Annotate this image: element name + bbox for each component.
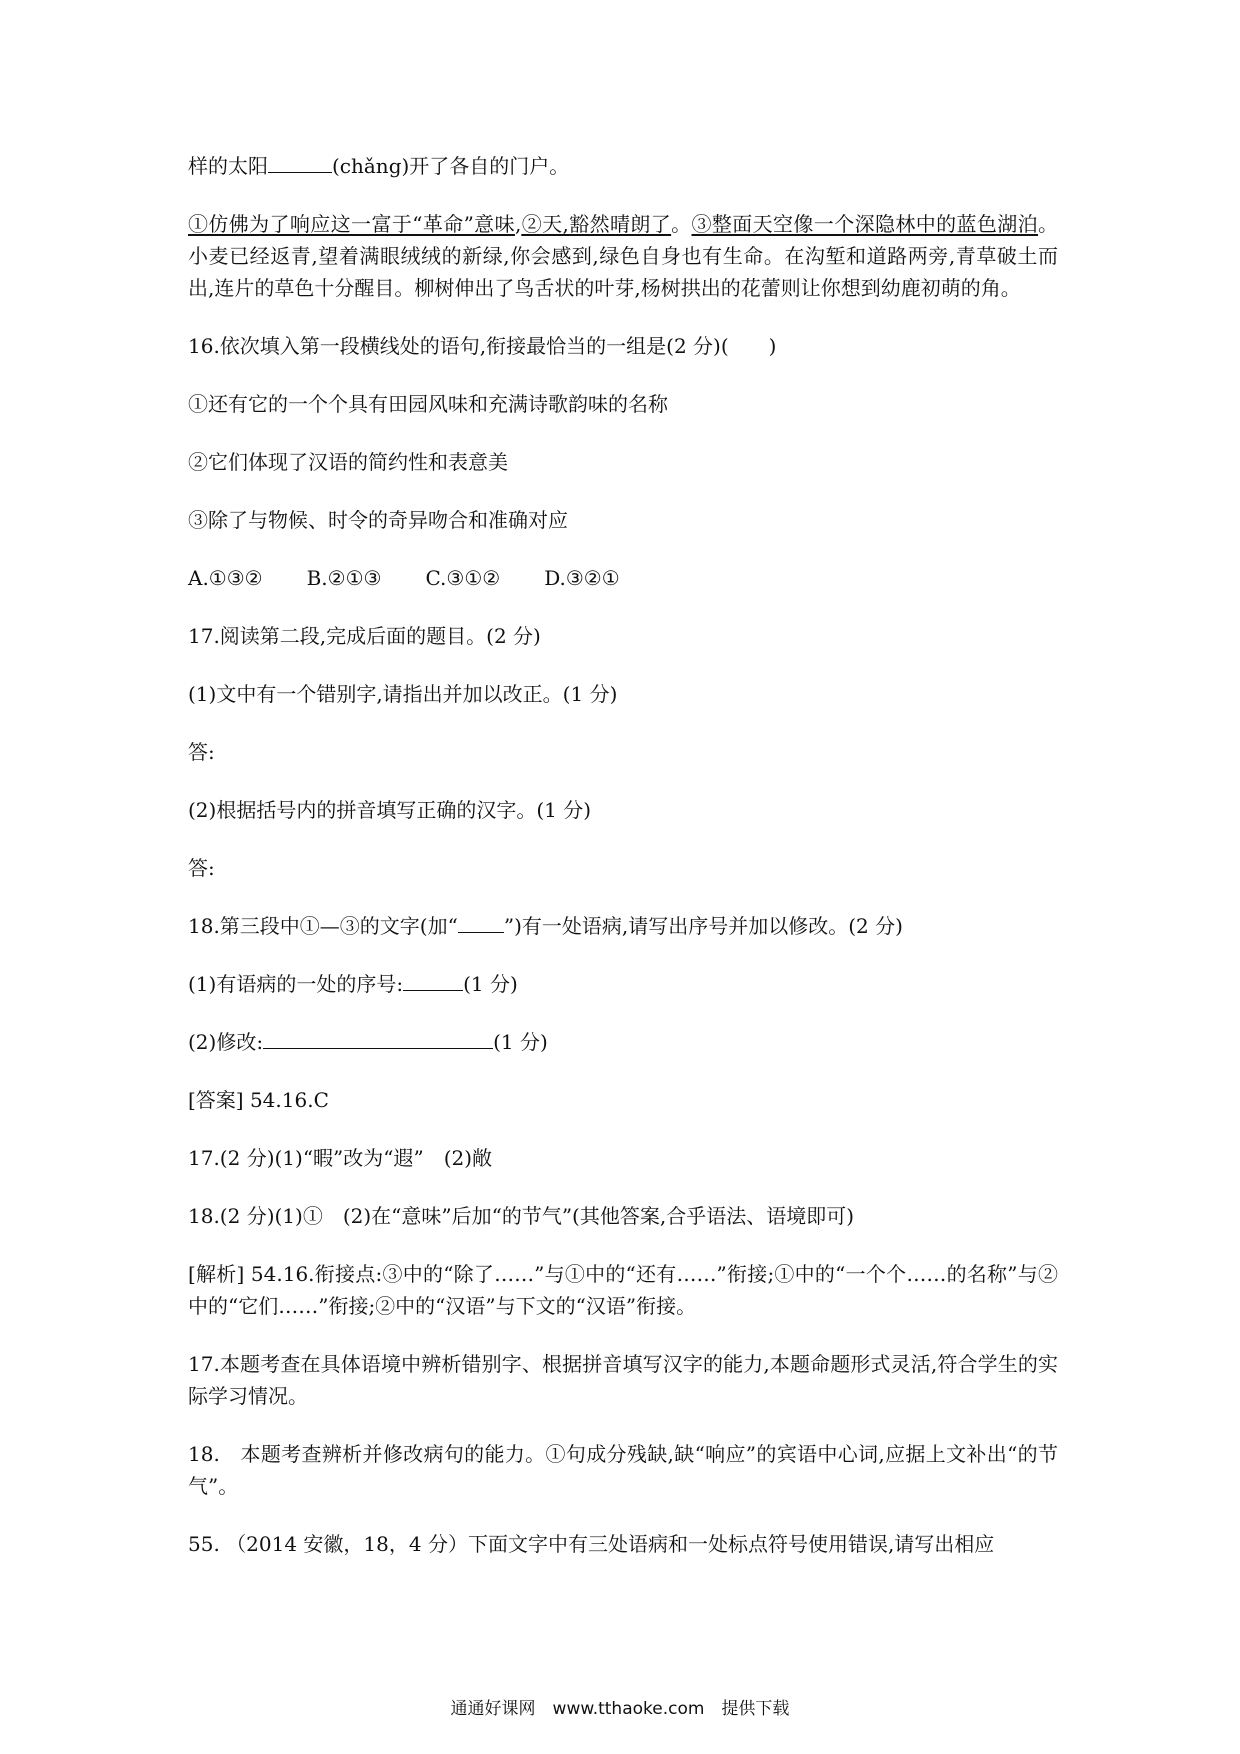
answer-17: 17.(2 分)(1)“暇”改为“遐” (2)敞 <box>188 1146 493 1170</box>
intro-text-before: 样的太阳 <box>188 154 268 178</box>
q18-sub1-before: (1)有语病的一处的序号: <box>188 972 404 996</box>
intro-line <box>188 150 1058 182</box>
analysis-16: [解析] 54.16.衔接点:③中的“除了……”与①中的“还有……”衔接;①中的“一个个……的名称”与②中的“它们……”衔接;②中的“汉语”与下文的“汉语”衔接。 <box>188 1262 1058 1318</box>
underlined-sentence-2: ②天,豁然晴朗了 <box>521 212 672 236</box>
question-16-item-1: ①还有它的一个个具有田园风味和充满诗歌韵味的名称 <box>188 392 668 416</box>
answer-blank-2 <box>263 1047 493 1049</box>
punctuation: 。 <box>671 212 692 236</box>
analysis-17: 17.本题考查在具体语境中辨析错别字、根据拼音填写汉字的能力,本题命题形式灵活,符合学生的实际学习情况。 <box>188 1352 1058 1408</box>
q18-stem-after: ”)有一处语病,请写出序号并加以修改。(2 分) <box>503 914 903 938</box>
underline-sample <box>458 931 504 933</box>
question-17-sub-1: (1)文中有一个错别字,请指出并加以改正。(1 分) <box>188 682 618 706</box>
answer-label-2: 答: <box>188 856 215 880</box>
paragraph-three-rest: 。小麦已经返青,望着满眼绒绒的新绿,你会感到,绿色自身也有生命。在沟堑和道路两旁,青草破土而出,连片的草色十分醒目。柳树伸出了鸟舌状的叶芽,杨树拱出的花蕾则让你想到幼鹿初萌的角。 <box>188 212 1059 300</box>
analysis-18: 18. 本题考查辨析并修改病句的能力。①句成分残缺,缺“响应”的宾语中心词,应据上文补出“的节气”。 <box>188 1442 1058 1498</box>
question-18-stem <box>188 910 1058 942</box>
question-55-stem: 55. （2014 安徽，18，4 分）下面文字中有三处语病和一处标点符号使用错误,请写出相应 <box>188 1532 995 1556</box>
question-18-sub-2 <box>188 1026 1058 1058</box>
paragraph-three <box>188 208 1058 304</box>
document-body <box>188 150 1058 1560</box>
option-a: A.①③② <box>188 566 263 590</box>
question-18-sub-1 <box>188 968 1058 1000</box>
option-b: B.②①③ <box>306 566 382 590</box>
question-16-options <box>188 562 1058 594</box>
answer-16: [答案] 54.16.C <box>188 1088 329 1112</box>
answer-blank-1 <box>403 989 463 991</box>
question-16-stem: 16.依次填入第一段横线处的语句,衔接最恰当的一组是(2 分)( ) <box>188 334 777 358</box>
option-d: D.③②① <box>544 566 620 590</box>
question-17-sub-2: (2)根据括号内的拼音填写正确的汉字。(1 分) <box>188 798 592 822</box>
question-16-item-3: ③除了与物候、时令的奇异吻合和准确对应 <box>188 508 568 532</box>
q18-sub2-before: (2)修改: <box>188 1030 264 1054</box>
q18-sub1-after: (1 分) <box>463 972 518 996</box>
fill-blank <box>268 171 332 173</box>
intro-text-after: (chǎng)开了各自的门户。 <box>332 154 570 178</box>
underlined-sentence-3: ③整面天空像一个深隐林中的蓝色湖泊 <box>691 212 1039 236</box>
underlined-sentence-1: ①仿佛为了响应这一富于“革命”意味 <box>188 212 515 236</box>
punctuation: , <box>514 212 522 236</box>
answer-label-1: 答: <box>188 740 215 764</box>
answer-18: 18.(2 分)(1)① (2)在“意味”后加“的节气”(其他答案,合乎语法、语境即可) <box>188 1204 855 1228</box>
q18-stem-before: 18.第三段中①—③的文字(加“ <box>188 914 458 938</box>
q18-sub2-after: (1 分) <box>493 1030 548 1054</box>
question-16-item-2: ②它们体现了汉语的简约性和表意美 <box>188 450 508 474</box>
question-17-stem: 17.阅读第二段,完成后面的题目。(2 分) <box>188 624 541 648</box>
option-c: C.③①② <box>425 566 501 590</box>
page-footer: 通通好课网 www.tthaoke.com 提供下载 <box>450 1699 790 1719</box>
